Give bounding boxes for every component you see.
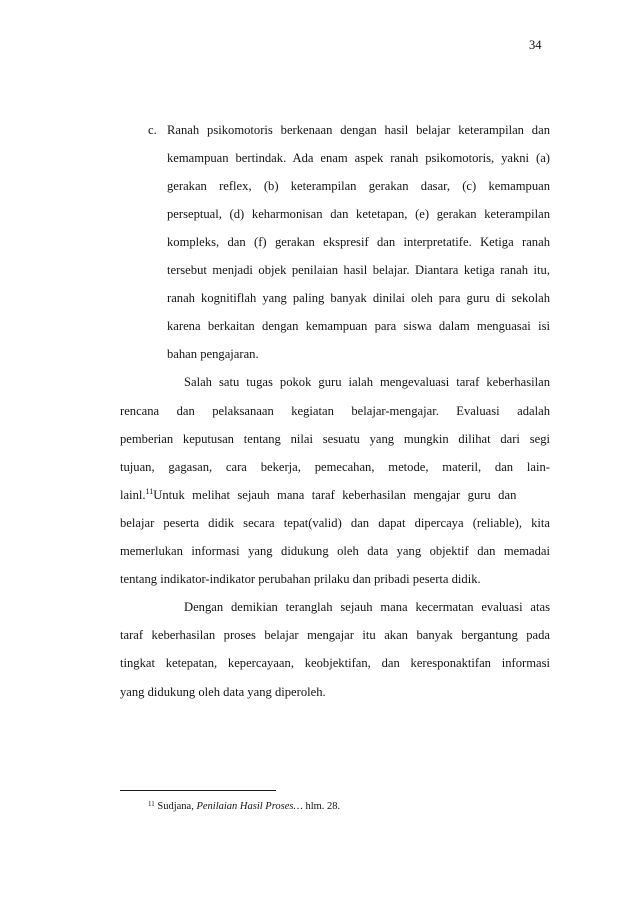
footnote-number: 11 xyxy=(148,800,155,808)
para1-line-3: pemberian keputusan tentang nilai sesuatu yang mungkin dilihat dari segi xyxy=(120,432,550,446)
para2-line-2: taraf keberhasilan proses belajar mengajar itu akan banyak bergantung pada xyxy=(120,628,550,642)
para1-line-5 xyxy=(120,487,550,504)
para1-line-5-start: lainl. xyxy=(120,488,146,502)
footnote-author: Sudjana, xyxy=(157,801,194,812)
list-c-line-6: tersebut menjadi objek penilaian hasil belajar. Diantara ketiga ranah itu, xyxy=(167,263,550,277)
para1-line-7: memerlukan informasi yang didukung oleh data yang objektif dan memadai xyxy=(120,544,550,558)
para1-line-6: belajar peserta didik secara tepat(valid) dan dapat dipercaya (reliable), kita xyxy=(120,516,550,530)
para1-line-1: Salah satu tugas pokok guru ialah mengevaluasi taraf keberhasilan xyxy=(184,375,550,389)
footnote-page: hlm. 28. xyxy=(305,801,341,812)
list-c-line-1: Ranah psikomotoris berkenaan dengan hasil belajar keterampilan dan xyxy=(167,123,550,137)
para1-line-8: tentang indikator-indikator perubahan prilaku dan pribadi peserta didik. xyxy=(120,572,481,586)
list-c-line-5: kompleks, dan (f) gerakan ekspresif dan interpretatife. Ketiga ranah xyxy=(167,235,550,249)
para2-line-4: yang didukung oleh data yang diperoleh. xyxy=(120,685,326,699)
footnote-ref-11: 11 xyxy=(145,487,154,496)
list-c-line-9: bahan pengajaran. xyxy=(167,347,259,361)
para2-line-1: Dengan demikian teranglah sejauh mana kecermatan evaluasi atas xyxy=(184,600,550,614)
para1-line-5-end: Untuk melihat sejauh mana taraf keberhasilan mengajar guru dan xyxy=(153,488,517,502)
list-marker-c: c. xyxy=(148,123,157,137)
list-c-line-2: kemampuan bertindak. Ada enam aspek ranah psikomotoris, yakni (a) xyxy=(167,151,550,165)
para1-line-2: rencana dan pelaksanaan kegiatan belajar-mengajar. Evaluasi adalah xyxy=(120,404,550,418)
footnote-title: Penilaian Hasil Proses… xyxy=(196,801,303,812)
list-c-line-3: gerakan reflex, (b) keterampilan gerakan dasar, (c) kemampuan xyxy=(167,179,550,193)
list-c-line-7: ranah kognitiflah yang paling banyak dinilai oleh para guru di sekolah xyxy=(167,291,550,305)
para2-line-3: tingkat ketepatan, kepercayaan, keobjektifan, dan keresponaktifan informasi xyxy=(120,656,550,670)
list-c-line-4: perseptual, (d) keharmonisan dan ketetapan, (e) gerakan keterampilan xyxy=(167,207,550,221)
para1-line-4: tujuan, gagasan, cara bekerja, pemecahan, metode, materil, dan lain- xyxy=(120,460,550,474)
footnote-separator xyxy=(120,790,276,791)
list-c-line-8: karena berkaitan dengan kemampuan para siswa dalam menguasai isi xyxy=(167,319,550,333)
page-number: 34 xyxy=(529,38,542,52)
footnote-11 xyxy=(148,800,340,814)
